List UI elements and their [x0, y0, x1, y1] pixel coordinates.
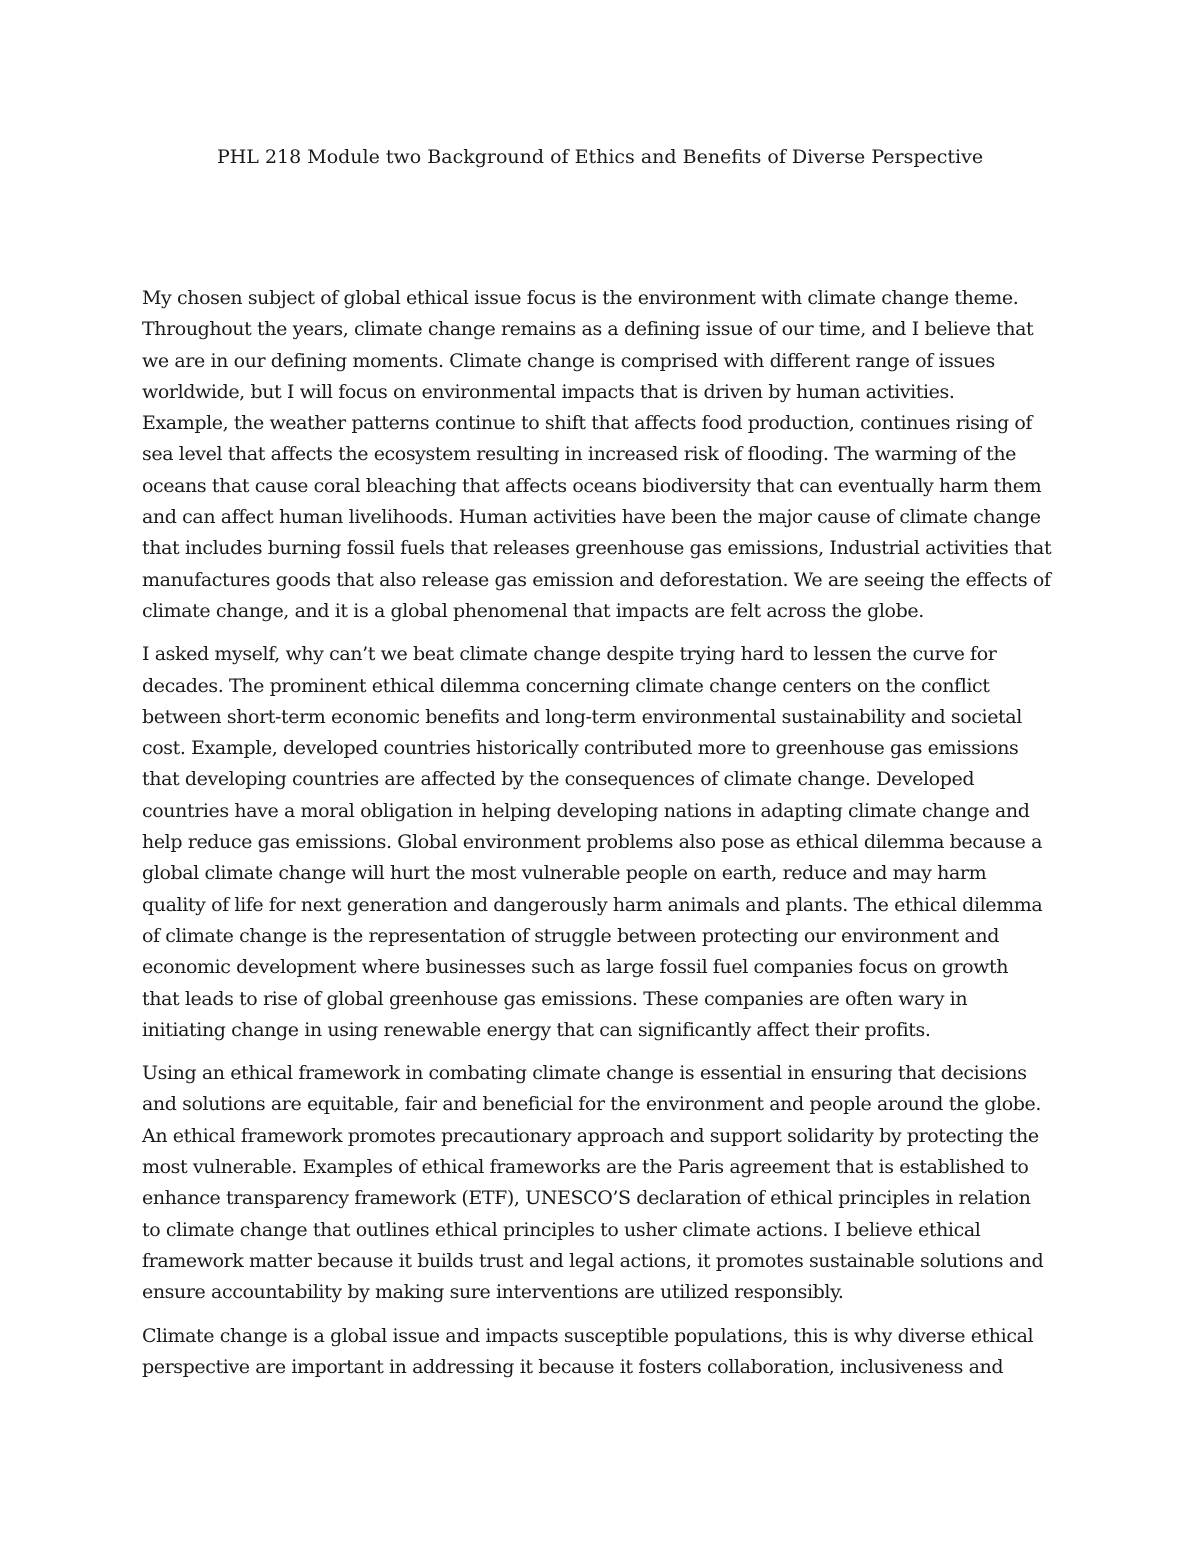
text-line: of climate change is the representation of struggle between protecting our environment and [142, 924, 999, 947]
text-line: global climate change will hurt the most vulnerable people on earth, reduce and may harm [142, 862, 987, 885]
text-line: perspective are important in addressing it because it fosters collaboration, inclusiveness and [142, 1355, 1004, 1378]
text-line: enhance transparency framework (ETF), UNESCO’S declaration of ethical principles in relation [142, 1187, 1031, 1210]
text-line: that developing countries are affected by the consequences of climate change. Developed [142, 768, 975, 791]
text-line: climate change, and it is a global phenomenal that impacts are felt across the globe. [142, 599, 924, 622]
text-line: that includes burning fossil fuels that releases greenhouse gas emissions, Industrial activities that [142, 537, 1052, 560]
text-line: oceans that cause coral bleaching that affects oceans biodiversity that can eventually harm them [142, 474, 1042, 497]
text-line: to climate change that outlines ethical principles to usher climate actions. I believe ethical [142, 1218, 981, 1241]
text-line: initiating change in using renewable energy that can significantly affect their profits. [142, 1018, 931, 1041]
text-line: Using an ethical framework in combating climate change is essential in ensuring that decisions [142, 1062, 1027, 1085]
text-line: manufactures goods that also release gas emission and deforestation. We are seeing the effects of [142, 568, 1051, 591]
text-line: sea level that affects the ecosystem resulting in increased risk of flooding. The warming of the [142, 443, 1017, 466]
text-line: worldwide, but I will focus on environmental impacts that is driven by human activities. [142, 380, 955, 403]
text-line: cost. Example, developed countries historically contributed more to greenhouse gas emissions [142, 737, 1019, 760]
text-line: we are in our defining moments. Climate change is comprised with different range of issues [142, 349, 995, 372]
text-line: help reduce gas emissions. Global environment problems also pose as ethical dilemma because a [142, 831, 1043, 854]
text-line: decades. The prominent ethical dilemma concerning climate change centers on the conflict [142, 674, 990, 697]
text-line: economic development where businesses such as large fossil fuel companies focus on growth [142, 956, 1009, 979]
text-line: framework matter because it builds trust and legal actions, it promotes sustainable solutions and [142, 1249, 1044, 1272]
text-line: and can affect human livelihoods. Human activities have been the major cause of climate change [142, 506, 1041, 529]
text-line: Climate change is a global issue and impacts susceptible populations, this is why diverse ethical [142, 1324, 1034, 1347]
paragraph-1 [142, 283, 1058, 627]
document-body [142, 283, 1058, 1395]
text-line: that leads to rise of global greenhouse gas emissions. These companies are often wary in [142, 987, 968, 1010]
text-line: ensure accountability by making sure interventions are utilized responsibly. [142, 1281, 844, 1304]
text-line: My chosen subject of global ethical issue focus is the environment with climate change theme. [142, 287, 1019, 309]
paragraph-4 [142, 1321, 1058, 1384]
text-line: most vulnerable. Examples of ethical frameworks are the Paris agreement that is established to [142, 1156, 1029, 1179]
paragraph-3 [142, 1058, 1058, 1308]
text-line: Example, the weather patterns continue to shift that affects food production, continues rising of [142, 412, 1033, 435]
text-line: between short-term economic benefits and long-term environmental sustainability and societal [142, 705, 1022, 728]
text-line: quality of life for next generation and dangerously harm animals and plants. The ethical dilemma [142, 893, 1043, 916]
text-line: An ethical framework promotes precautionary approach and support solidarity by protecting the [142, 1124, 1039, 1147]
text-line: countries have a moral obligation in helping developing nations in adapting climate change and [142, 799, 1030, 822]
text-line: and solutions are equitable, fair and beneficial for the environment and people around the globe. [142, 1093, 1041, 1116]
document-title: PHL 218 Module two Background of Ethics and Benefits of Diverse Perspective [216, 146, 984, 168]
text-line: Throughout the years, climate change remains as a defining issue of our time, and I believe that [142, 318, 1034, 341]
paragraph-2 [142, 639, 1058, 1046]
text-line: I asked myself, why can’t we beat climate change despite trying hard to lessen the curve for [142, 643, 997, 666]
